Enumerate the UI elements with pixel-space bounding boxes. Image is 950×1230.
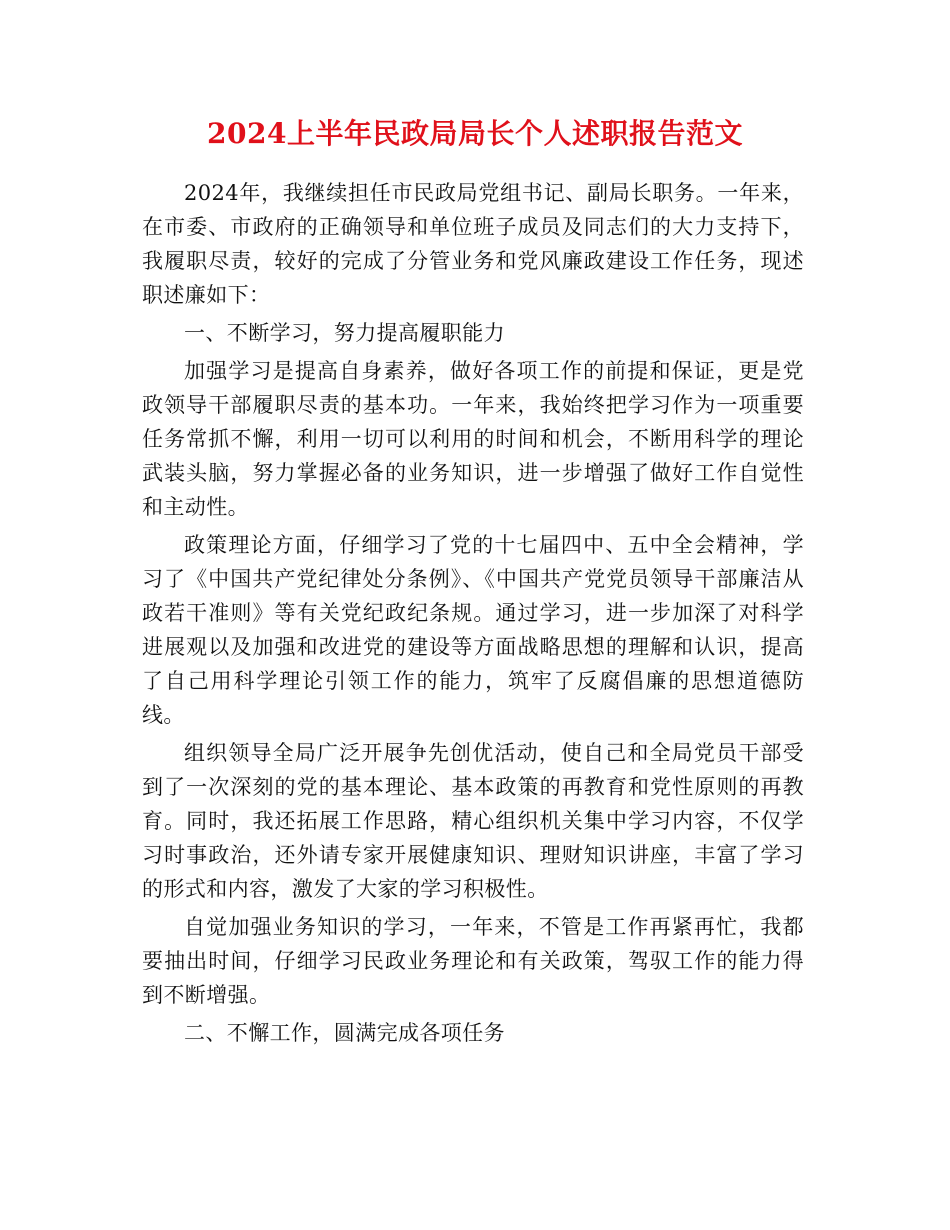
paragraph-organize-activities: 组织领导全局广泛开展争先创优活动，使自己和全局党员干部受到了一次深刻的党的基本理论、基本政策的再教育和党性原则的再教育。同时，我还拓展工作思路，精心组织机关集中学习内容，不仅学习时事政治，还外请专家开展健康知识、理财知识讲座，丰富了学习的形式和内容，激发了大家的学习积极性。 [142, 741, 804, 901]
paragraph-business-knowledge: 自觉加强业务知识的学习，一年来，不管是工作再紧再忙，我都要抽出时间，仔细学习民政业务理论和有关政策，驾驭工作的能力得到不断增强。 [142, 915, 804, 1007]
paragraph-study-importance: 加强学习是提高自身素养，做好各项工作的前提和保证，更是党政领导干部履职尽责的基本功。一年来，我始终把学习作为一项重要任务常抓不懈，利用一切可以利用的时间和机会，不断用科学的理论武装头脑，努力掌握必备的业务知识，进一步增强了做好工作自觉性和主动性。 [142, 359, 804, 519]
document-body [142, 176, 804, 1054]
document-title: 2024上半年民政局局长个人述职报告范文 [207, 117, 743, 150]
paragraph-policy-theory: 政策理论方面，仔细学习了党的十七届四中、五中全会精神，学习了《中国共产党纪律处分条例》、《中国共产党党员领导干部廉洁从政若干准则》等有关党纪政纪条规。通过学习，进一步加深了对科学进展观以及加强和改进党的建设等方面战略思想的理解和认识，提高了自己用科学理论引领工作的能力，筑牢了反腐倡廉的思想道德防线。 [142, 533, 804, 727]
paragraph-intro: 2024年，我继续担任市民政局党组书记、副局长职务。一年来，在市委、市政府的正确领导和单位班子成员及同志们的大力支持下，我履职尽责，较好的完成了分管业务和党风廉政建设工作任务，现述职述廉如下： [142, 181, 804, 307]
section-heading-1: 一、不断学习，努力提高履职能力 [184, 321, 505, 345]
section-heading-2: 二、不懈工作，圆满完成各项任务 [184, 1021, 505, 1045]
